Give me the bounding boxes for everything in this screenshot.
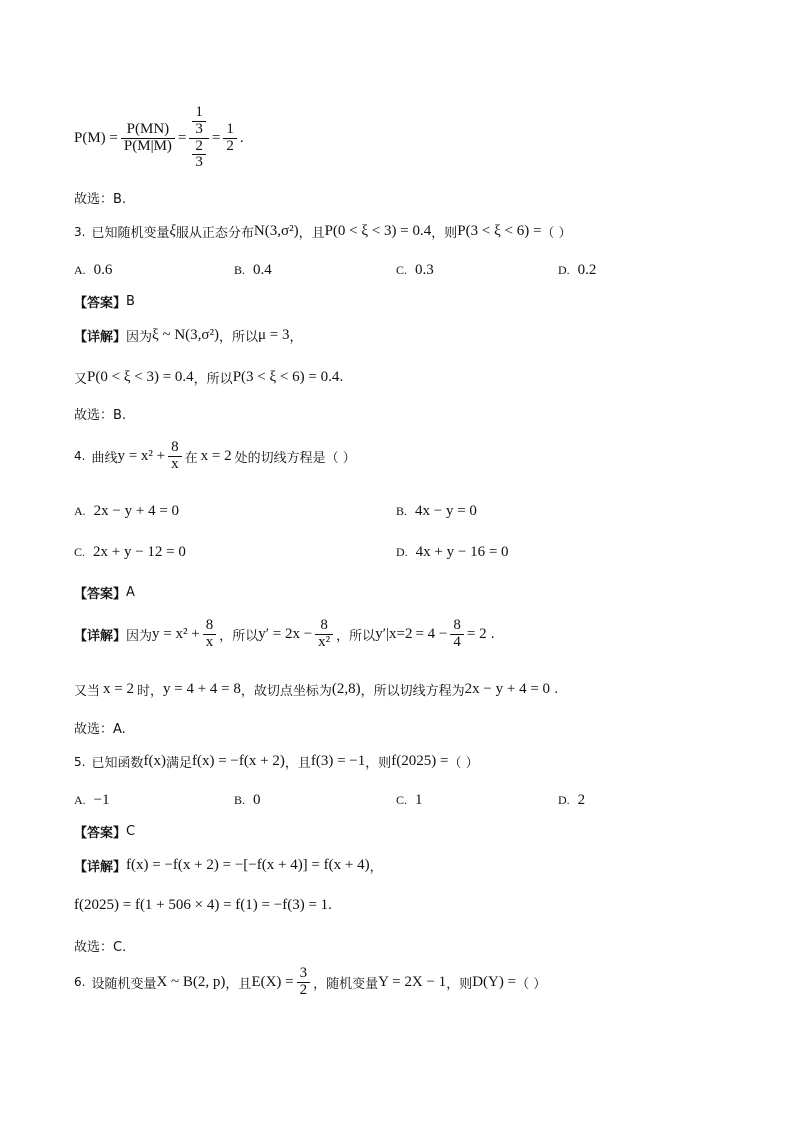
- detail-text: .: [339, 370, 344, 385]
- question-text: 已知随机变量: [91, 226, 170, 241]
- question-5: [74, 752, 479, 771]
- option-d: [396, 544, 509, 561]
- question-text: ，则: [365, 756, 392, 771]
- question-text: 处的切线方程是（ ）: [234, 450, 356, 466]
- option-label: C.: [74, 545, 86, 559]
- answer-tag: 【答案】: [74, 587, 127, 602]
- formula-p-m: [74, 98, 244, 178]
- fraction-numerator: 8: [171, 439, 179, 455]
- math-ask: P(3 < ξ < 6) =: [457, 223, 542, 239]
- choice-line-4: [74, 718, 126, 737]
- choice-text: 故选：C.: [74, 940, 127, 955]
- detail-text: ，: [289, 330, 303, 345]
- fraction-denominator: 2: [297, 982, 311, 999]
- choice-line-5: [74, 936, 126, 955]
- detail-text: 因为: [126, 330, 153, 345]
- detail-text: ，故切点坐标为: [240, 684, 332, 699]
- option-label: A.: [74, 504, 86, 518]
- fraction: [450, 618, 464, 651]
- math-expr: f(x) = −f(x + 2): [191, 753, 285, 769]
- fraction-numerator: P(MN): [126, 120, 170, 137]
- detail-text: 又: [74, 372, 88, 387]
- math-ask: D(Y) =: [472, 973, 517, 990]
- detail-3-line1: [74, 326, 303, 345]
- option-value: 4x − y = 0: [415, 503, 477, 519]
- inner-num-top: 1: [195, 104, 203, 120]
- option-value: 0.2: [577, 262, 597, 278]
- math-expr: f(x) = −f(x + 2) = −[−f(x + 4)] = f(x + 4): [126, 857, 370, 873]
- option-label: D.: [396, 545, 408, 559]
- answer-blank: （ ）: [541, 226, 572, 241]
- option-label: B.: [396, 504, 408, 518]
- option-a: [74, 503, 179, 520]
- question-number: 3.: [74, 224, 86, 239]
- math-distribution: N(3,σ²): [253, 223, 299, 239]
- question-4: [74, 440, 356, 473]
- choice-text: 故选：B.: [74, 192, 127, 207]
- choice-text: 故选：A.: [74, 722, 126, 737]
- option-value: 0.6: [93, 262, 113, 278]
- option-label: B.: [234, 793, 246, 807]
- fraction-denominator: x²: [315, 634, 333, 651]
- inner-den-top: 2: [195, 137, 203, 154]
- math-expr: P(0 < ξ < 3) = 0.4: [87, 369, 194, 385]
- detail-3-line2: [74, 368, 343, 387]
- math-expr: f(x): [143, 753, 166, 769]
- question-text: ，且: [225, 976, 252, 992]
- question-text: 设随机变量: [91, 976, 157, 992]
- period: .: [239, 129, 244, 146]
- option-value: 0: [253, 792, 261, 808]
- fraction-denominator: P(M|M): [121, 138, 175, 155]
- option-value: 4x + y − 16 = 0: [415, 544, 509, 560]
- option-label: D.: [558, 263, 570, 277]
- detail-tag: 【详解】: [74, 628, 127, 644]
- math-expr: f(2025) = f(1 + 506 × 4) = f(1) = −f(3) = 1.: [74, 897, 332, 913]
- result-num: 1: [226, 120, 234, 137]
- fraction-conditional: [121, 122, 175, 155]
- detail-text: .: [554, 682, 559, 697]
- question-text: 曲线: [91, 450, 118, 466]
- choice-line-3: [74, 404, 126, 423]
- option-d: [558, 792, 585, 809]
- detail-text: ，所以: [219, 330, 259, 345]
- option-value: 2x − y + 4 = 0: [93, 503, 180, 519]
- question-3: [74, 222, 572, 241]
- answer-blank: （ ）: [516, 976, 547, 992]
- equals-sign: =: [211, 129, 221, 146]
- choice-text: 故选：B.: [74, 408, 127, 423]
- question-text: 满足: [165, 756, 192, 771]
- math-expr: P(3 < ξ < 6) = 0.4: [232, 369, 340, 385]
- option-label: C.: [396, 793, 408, 807]
- math-expr: (2,8): [331, 681, 361, 697]
- detail-text: 时，: [136, 684, 163, 699]
- answer-5: [74, 822, 135, 841]
- math-expr: x = 2: [200, 447, 232, 464]
- question-number: 5.: [74, 754, 86, 769]
- math-expr: Y = 2X − 1: [378, 973, 447, 990]
- math-ask: f(2025) =: [391, 753, 449, 769]
- fraction: [297, 966, 311, 999]
- option-a: [74, 262, 112, 279]
- compound-numerator: [189, 105, 209, 138]
- option-label: C.: [396, 263, 408, 277]
- detail-tag: 【详解】: [74, 860, 127, 875]
- fraction-numerator: 3: [299, 965, 308, 981]
- fraction-numerator: 8: [205, 617, 214, 633]
- detail-text: .: [490, 626, 495, 642]
- detail-4-line1: [74, 618, 495, 651]
- detail-text: ，所以切线方程为: [360, 684, 465, 699]
- option-value: −1: [93, 792, 110, 808]
- option-label: A.: [74, 263, 86, 277]
- question-number: 4.: [74, 449, 86, 464]
- option-d: [558, 262, 596, 279]
- fraction-result: [223, 122, 237, 155]
- option-value: 1: [415, 792, 423, 808]
- detail-5-line2: [74, 897, 332, 914]
- question-text: ，则: [446, 976, 473, 992]
- option-label: A.: [74, 793, 86, 807]
- option-value: 0.4: [253, 262, 272, 278]
- answer-value: C: [126, 824, 136, 839]
- math-expr: E(X) =: [251, 973, 294, 990]
- fraction: [168, 440, 182, 473]
- math-expr: 2x − y + 4 = 0: [464, 681, 551, 697]
- math-expr: y = x² +: [117, 447, 166, 464]
- detail-text: 又当: [74, 684, 101, 699]
- math-expr: = 4 −: [415, 625, 448, 642]
- option-label: D.: [558, 793, 570, 807]
- option-c: [74, 544, 186, 561]
- math-condition: P(0 < ξ < 3) = 0.4: [324, 223, 432, 239]
- choice-line-2: [74, 188, 126, 207]
- fraction-compound: [189, 105, 209, 171]
- question-text: 在: [184, 450, 198, 466]
- option-label: B.: [234, 263, 246, 277]
- math-expr: ξ ~ N(3,σ²): [152, 327, 219, 343]
- math-xi: ξ: [169, 223, 176, 239]
- math-expr: μ = 3: [258, 327, 290, 343]
- option-value: 2x + y − 12 = 0: [93, 544, 186, 560]
- option-b: [234, 792, 261, 809]
- question-text: ，随机变量: [313, 976, 379, 992]
- inner-den-bot: 3: [192, 154, 206, 171]
- question-text: ，且: [284, 756, 311, 771]
- question-text: 服从正态分布: [175, 226, 254, 241]
- fraction: [315, 618, 333, 651]
- answer-value: A: [126, 585, 135, 600]
- question-text: ，且: [298, 226, 325, 241]
- result-den: 2: [223, 138, 237, 155]
- option-c: [396, 262, 434, 279]
- answer-4: [74, 583, 135, 602]
- option-b: [234, 262, 272, 279]
- detail-text: ，: [369, 860, 383, 875]
- question-6: [74, 966, 546, 999]
- detail-text: ，所以: [219, 628, 259, 644]
- fraction-denominator: x: [168, 456, 182, 473]
- option-value: 2: [577, 792, 586, 808]
- math-expr: = 2: [466, 625, 487, 642]
- math-expr: f(3) = −1: [310, 753, 366, 769]
- question-number: 6.: [74, 975, 86, 990]
- fraction-denominator: x: [203, 634, 217, 651]
- fraction-numerator: 8: [453, 617, 461, 633]
- formula-lhs: P(M) =: [74, 129, 118, 146]
- fraction: [203, 618, 217, 651]
- detail-5-line1: [74, 856, 383, 875]
- option-c: [396, 792, 423, 809]
- answer-value: B: [126, 294, 135, 309]
- math-expr: y = x² +: [152, 625, 200, 642]
- option-value: 0.3: [415, 262, 434, 278]
- equals-sign: =: [177, 129, 187, 146]
- fraction-denominator: 4: [450, 634, 464, 651]
- answer-blank: （ ）: [448, 756, 479, 771]
- detail-tag: 【详解】: [74, 330, 127, 345]
- detail-text: ，所以: [336, 628, 376, 644]
- inner-num-bot: 3: [192, 121, 206, 138]
- compound-denominator: [189, 138, 209, 172]
- detail-text: ，所以: [193, 372, 233, 387]
- question-text: 已知函数: [91, 756, 144, 771]
- math-subscript: x=2: [388, 625, 413, 642]
- answer-tag: 【答案】: [74, 296, 127, 311]
- option-b: [396, 503, 477, 520]
- detail-text: 因为: [126, 628, 153, 644]
- answer-tag: 【答案】: [74, 826, 127, 841]
- math-expr: x = 2: [103, 681, 134, 697]
- math-expr: X ~ B(2, p): [156, 973, 226, 990]
- math-expr: y′ = 2x −: [258, 625, 313, 642]
- option-a: [74, 792, 110, 809]
- question-text: ，则: [431, 226, 458, 241]
- math-expr: y = 4 + 4 = 8: [163, 681, 241, 697]
- detail-4-line2: [74, 680, 558, 699]
- math-expr: y′|: [375, 625, 389, 642]
- answer-3: [74, 292, 135, 311]
- fraction-numerator: 8: [320, 617, 328, 633]
